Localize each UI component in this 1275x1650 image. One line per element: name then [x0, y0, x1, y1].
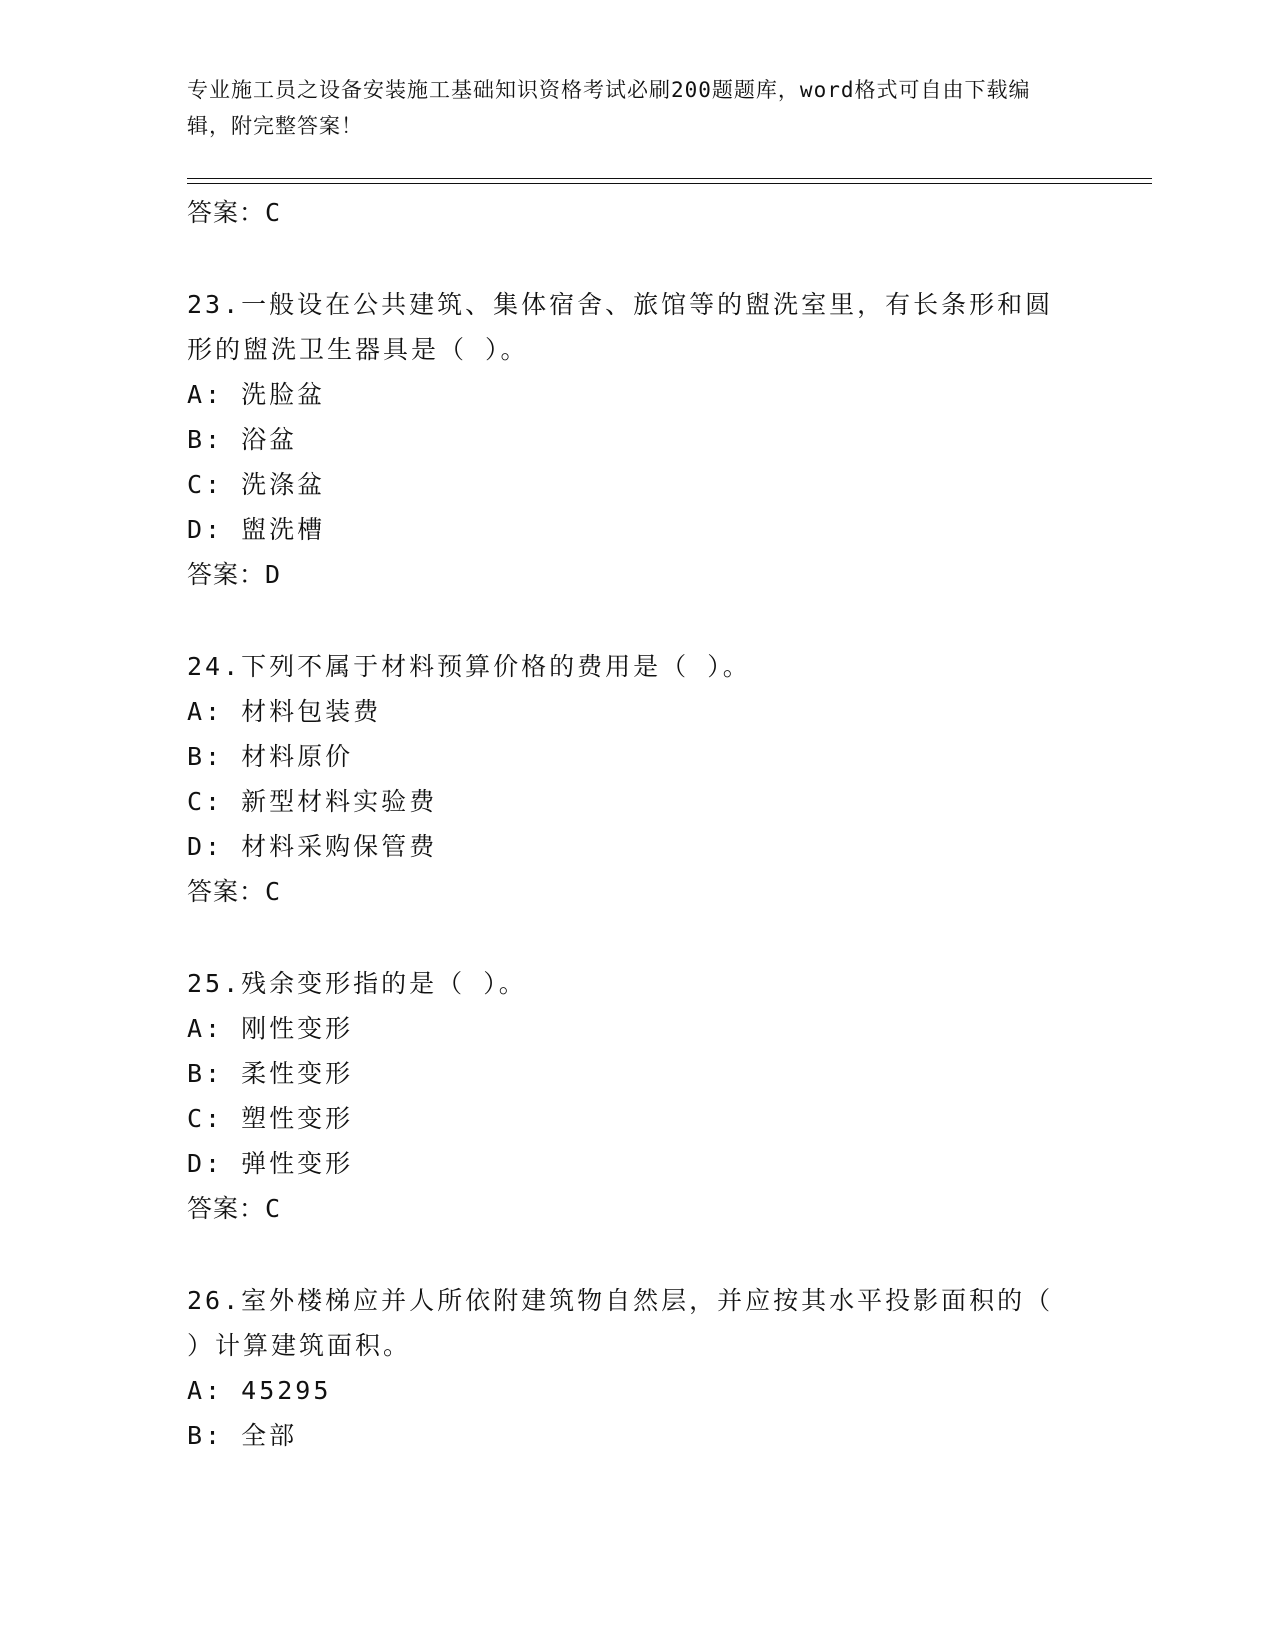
option-b: B: 全部 [187, 1421, 298, 1450]
question-item [187, 644, 1087, 914]
question-text: 23.一般设在公共建筑、集体宿舍、旅馆等的盥洗室里，有长条形和圆形的盥洗卫生器具是（ ）。 [187, 290, 1054, 364]
answer-value: C [265, 877, 282, 906]
option-c: C: 新型材料实验费 [187, 787, 438, 816]
option-d: D: 弹性变形 [187, 1149, 354, 1178]
option-d: D: 材料采购保管费 [187, 832, 438, 861]
header-rule-bottom [187, 183, 1152, 184]
answer-label: 答案： [187, 198, 266, 227]
option-b: B: 材料原价 [187, 742, 354, 771]
option-d: D: 盥洗槽 [187, 515, 326, 544]
answer-line [187, 1186, 1087, 1231]
answer-label: 答案： [187, 560, 266, 589]
option-b: B: 柔性变形 [187, 1059, 354, 1088]
question-list [187, 190, 1087, 1458]
header-rule-top [187, 178, 1152, 179]
option-b: B: 浴盆 [187, 425, 298, 454]
answer-label: 答案： [187, 1194, 266, 1223]
question-text: 24.下列不属于材料预算价格的费用是（ ）。 [187, 652, 751, 681]
option-a: A: 45295 [187, 1376, 332, 1405]
answer-label: 答案： [187, 877, 266, 906]
question-item [187, 1278, 1087, 1458]
answer-line [187, 190, 1087, 235]
answer-value: C [265, 198, 282, 227]
answer-value: D [265, 560, 282, 589]
question-item [187, 282, 1087, 597]
answer-line [187, 552, 1087, 597]
option-a: A: 材料包装费 [187, 697, 382, 726]
option-a: A: 刚性变形 [187, 1014, 354, 1043]
option-c: C: 塑性变形 [187, 1104, 354, 1133]
answer-value: C [265, 1194, 282, 1223]
option-a: A: 洗脸盆 [187, 380, 326, 409]
answer-line [187, 869, 1087, 914]
page-header: 专业施工员之设备安装施工基础知识资格考试必刷200题题库，word格式可自由下载编辑，附完整答案！ [187, 78, 1031, 138]
question-text: 25.残余变形指的是（ ）。 [187, 969, 527, 998]
question-text: 26.室外楼梯应并人所依附建筑物自然层，并应按其水平投影面积的（ ）计算建筑面积。 [187, 1286, 1054, 1360]
question-item [187, 961, 1087, 1231]
option-c: C: 洗涤盆 [187, 470, 326, 499]
